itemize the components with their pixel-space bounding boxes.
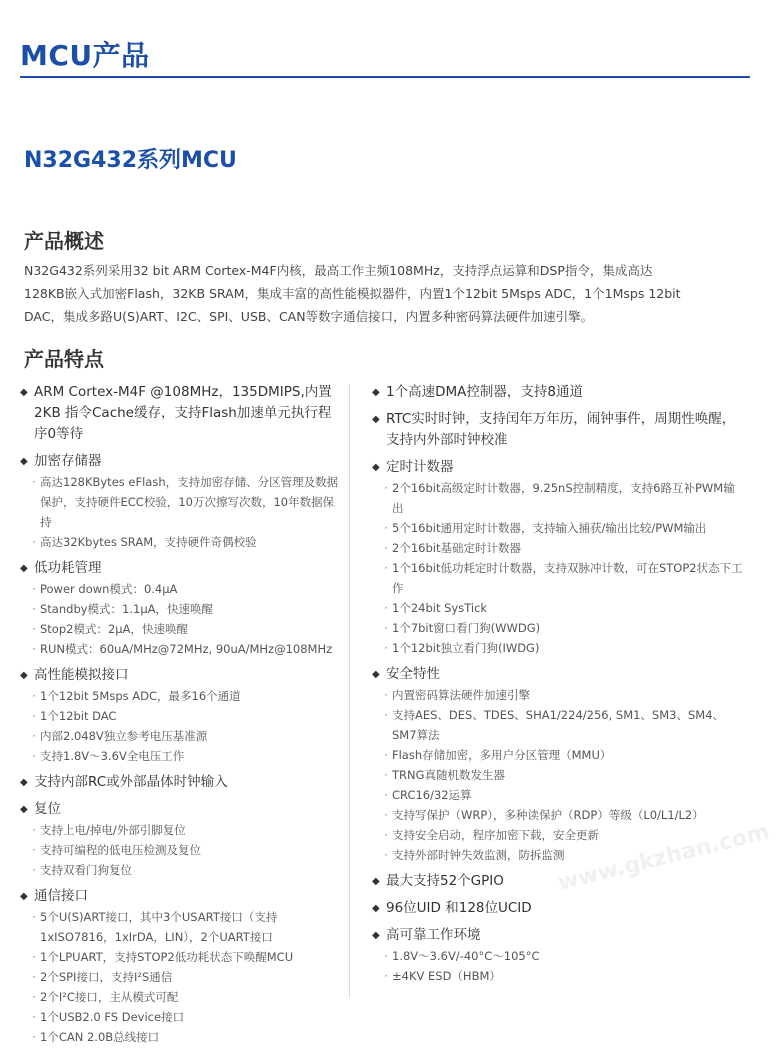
dot-icon: · [384,748,388,762]
feature-item [372,409,744,451]
feature-title-text: 定时计数器 [386,459,454,475]
feature-subitem-text: 内置密码算法硬件加速引擎 [392,688,530,702]
feature-subitem [372,785,744,805]
dot-icon: · [384,688,388,702]
feature-item [20,799,340,880]
dot-icon: · [384,969,388,983]
feature-subitem [372,765,744,785]
feature-subitem [372,685,744,705]
overview-line: 128KB嵌入式加密Flash，32KB SRAM，集成丰富的高性能模拟器件，内置1个12bit 5Msps ADC，1个1Msps 12bit [24,286,681,301]
feature-subitem-text: Flash存储加密，多用户分区管理（MMU） [392,748,612,762]
overview-line: N32G432系列采用32 bit ARM Cortex-M4F内核，最高工作主频108MHz，支持浮点运算和DSP指令，集成高达 [24,263,653,278]
dot-icon: · [384,601,388,615]
feature-subitem [20,686,340,706]
dot-icon: · [32,475,36,489]
bullet-icon: ◆ [372,903,380,914]
feature-subitem-text: 1个USB2.0 FS Device接口 [40,1010,185,1024]
feature-subitem-text: 1个24bit SysTick [392,601,488,615]
feature-subitem [20,820,340,840]
feature-subitem [20,907,340,947]
product-title: N32G432系列MCU [24,148,237,173]
feature-title-text: 96位UID 和128位UCID [386,900,532,916]
feature-subitem [20,860,340,880]
feature-item [20,558,340,659]
feature-title-text: 高性能模拟接口 [34,667,129,683]
dot-icon: · [384,708,388,722]
feature-title [20,558,340,579]
feature-subitem [20,1027,340,1047]
feature-subitem-text: Stop2模式：2μA，快速唤醒 [40,622,188,636]
dot-icon: · [384,641,388,655]
bullet-icon: ◆ [20,804,28,815]
feature-subitem [20,579,340,599]
feature-title-text: RTC实时时钟，支持闰年万年历，闹钟事件，周期性唤醒，支持内外部时钟校准 [386,411,736,448]
dot-icon: · [384,561,388,575]
dot-icon: · [384,828,388,842]
feature-subitem-text: 内部2.048V独立参考电压基准源 [40,729,208,743]
feature-item [20,665,340,766]
feature-subitem [20,639,340,659]
feature-title-text: 通信接口 [34,888,88,904]
feature-subitem-text: CRC16/32运算 [392,788,472,802]
bullet-icon: ◆ [20,387,28,398]
feature-subitem [372,558,744,598]
feature-subitem [20,746,340,766]
feature-subitem [372,745,744,765]
feature-subitem [20,967,340,987]
overview-line: DAC，集成多路U(S)ART、I2C、SPI、USB、CAN等数字通信接口，内置多种密码算法硬件加速引擎。 [24,309,594,324]
feature-subitem-text: 1个12bit 5Msps ADC，最多16个通道 [40,689,241,703]
feature-subitem-text: RUN模式：60uA/MHz@72MHz, 90uA/MHz@108MHz [40,642,333,656]
feature-item [372,664,744,865]
feature-subitem [20,840,340,860]
feature-subitem-text: 2个SPI接口，支持I²S通信 [40,970,173,984]
feature-title-text: ARM Cortex-M4F @108MHz，135DMIPS,内置2KB 指令Cache缓存，支持Flash加速单元执行程序0等待 [34,384,332,442]
dot-icon: · [32,582,36,596]
feature-subitem-text: 2个16bit基础定时计数器 [392,541,521,555]
overview-heading: 产品概述 [24,229,104,253]
feature-title-text: 支持内部RC或外部晶体时钟输入 [34,774,228,790]
bullet-icon: ◆ [372,387,380,398]
bullet-icon: ◆ [20,670,28,681]
feature-title-text: 最大支持52个GPIO [386,873,504,889]
feature-item [372,898,744,919]
watermark: www.gkzhan.com [555,819,772,897]
feature-subitem-text: Power down模式：0.4μA [40,582,178,596]
dot-icon: · [32,970,36,984]
feature-subitem-text: 1个12bit独立看门狗(IWDG) [392,641,540,655]
feature-subitem [20,472,340,532]
feature-subitem-text: 支持写保护（WRP），多种读保护（RDP）等级（L0/L1/L2） [392,808,704,822]
dot-icon: · [32,863,36,877]
feature-subitem-text: 支持上电/掉电/外部引脚复位 [40,823,186,837]
overview-text [24,259,714,328]
dot-icon: · [32,689,36,703]
header-divider [20,76,750,78]
dot-icon: · [384,949,388,963]
features-left-column [20,382,340,1053]
feature-subitem-text: 支持外部时钟失效监测，防拆监测 [392,848,565,862]
feature-item [372,925,744,986]
feature-subitem [20,619,340,639]
feature-item [20,451,340,552]
feature-subitem [372,705,744,745]
feature-subitem [372,966,744,986]
dot-icon: · [384,621,388,635]
feature-subitem-text: 5个16bit通用定时计数器，支持输入捕获/输出比较/PWM输出 [392,521,707,535]
feature-title [20,772,340,793]
feature-subitem [20,532,340,552]
dot-icon: · [32,950,36,964]
feature-subitem-text: 2个16bit高级定时计数器，9.25nS控制精度，支持6路互补PWM输出 [392,481,735,515]
dot-icon: · [384,788,388,802]
feature-subitem [372,518,744,538]
column-divider [349,384,350,998]
feature-subitem-text: 5个U(S)ART接口，其中3个USART接口（支持1xISO7816，1xIrDA，LIN），2个UART接口 [40,910,278,944]
feature-subitem-text: 高达32Kbytes SRAM，支持硬件奇偶校验 [40,535,257,549]
feature-subitem-text: 支持可编程的低电压检测及复位 [40,843,201,857]
page-title: MCU产品 [20,39,150,72]
feature-subitem-text: 1个LPUART，支持STOP2低功耗状态下唤醒MCU [40,950,294,964]
feature-title-text: 安全特性 [386,666,440,682]
feature-subitem-text: Standby模式：1.1μA，快速唤醒 [40,602,214,616]
feature-item [20,772,340,793]
feature-subitem [372,946,744,966]
feature-subitem-text: 支持安全启动，程序加密下载，安全更新 [392,828,599,842]
dot-icon: · [32,749,36,763]
feature-title-text: 高可靠工作环境 [386,927,481,943]
dot-icon: · [32,823,36,837]
feature-title [372,409,744,451]
bullet-icon: ◆ [372,669,380,680]
dot-icon: · [384,768,388,782]
feature-item [372,382,744,403]
feature-subitem-text: 支持双看门狗复位 [40,863,132,877]
bullet-icon: ◆ [372,930,380,941]
feature-subitem [20,947,340,967]
feature-subitem [20,1007,340,1027]
features-heading: 产品特点 [24,347,104,371]
feature-subitem [372,638,744,658]
feature-title [372,925,744,946]
feature-title [20,886,340,907]
dot-icon: · [384,541,388,555]
feature-title-text: 加密存储器 [34,453,102,469]
dot-icon: · [32,602,36,616]
bullet-icon: ◆ [20,777,28,788]
feature-title [372,382,744,403]
feature-title-text: 1个高速DMA控制器，支持8通道 [386,384,583,400]
feature-title [20,799,340,820]
feature-title [20,382,340,445]
feature-subitem [20,987,340,1007]
feature-subitem-text: 1个CAN 2.0B总线接口 [40,1030,160,1044]
dot-icon: · [32,709,36,723]
feature-subitem-text: 1个7bit窗口看门狗(WWDG) [392,621,541,635]
feature-subitem [372,805,744,825]
feature-subitem-text: 2个I²C接口，主从模式可配 [40,990,179,1004]
feature-subitem-text: TRNG真随机数发生器 [392,768,506,782]
feature-subitem [372,618,744,638]
dot-icon: · [32,1030,36,1044]
feature-title [20,665,340,686]
feature-subitem-text: 支持1.8V～3.6V全电压工作 [40,749,185,763]
dot-icon: · [32,990,36,1004]
feature-subitem-text: 高达128KBytes eFlash，支持加密存储、分区管理及数据保护，支持硬件ECC校验，10万次擦写次数，10年数据保持 [40,475,339,529]
feature-subitem [20,726,340,746]
feature-item [20,382,340,445]
dot-icon: · [32,729,36,743]
feature-item [372,457,744,658]
dot-icon: · [32,622,36,636]
bullet-icon: ◆ [372,876,380,887]
bullet-icon: ◆ [372,414,380,425]
feature-subitem [372,538,744,558]
feature-subitem [20,706,340,726]
dot-icon: · [384,481,388,495]
feature-title-text: 复位 [34,801,61,817]
bullet-icon: ◆ [20,891,28,902]
page-header [0,0,750,78]
feature-subitem-text: 1个16bit低功耗定时计数器，支持双脉冲计数，可在STOP2状态下工作 [392,561,743,595]
feature-item [20,886,340,1047]
feature-title [372,664,744,685]
dot-icon: · [32,843,36,857]
dot-icon: · [32,535,36,549]
feature-subitem-text: 1.8V～3.6V/-40°C～105°C [392,949,540,963]
dot-icon: · [384,808,388,822]
bullet-icon: ◆ [20,456,28,467]
dot-icon: · [32,642,36,656]
feature-title-text: 低功耗管理 [34,560,102,576]
feature-title [20,451,340,472]
dot-icon: · [32,1010,36,1024]
feature-subitem [372,598,744,618]
feature-title [372,457,744,478]
feature-subitem-text: 1个12bit DAC [40,709,117,723]
dot-icon: · [32,910,36,924]
bullet-icon: ◆ [20,563,28,574]
feature-subitem [20,599,340,619]
feature-subitem-text: 支持AES、DES、TDES、SHA1/224/256, SM1、SM3、SM4、SM7算法 [392,708,725,742]
feature-subitem-text: ±4KV ESD（HBM） [392,969,501,983]
feature-subitem [372,478,744,518]
dot-icon: · [384,848,388,862]
bullet-icon: ◆ [372,462,380,473]
dot-icon: · [384,521,388,535]
feature-title [372,898,744,919]
